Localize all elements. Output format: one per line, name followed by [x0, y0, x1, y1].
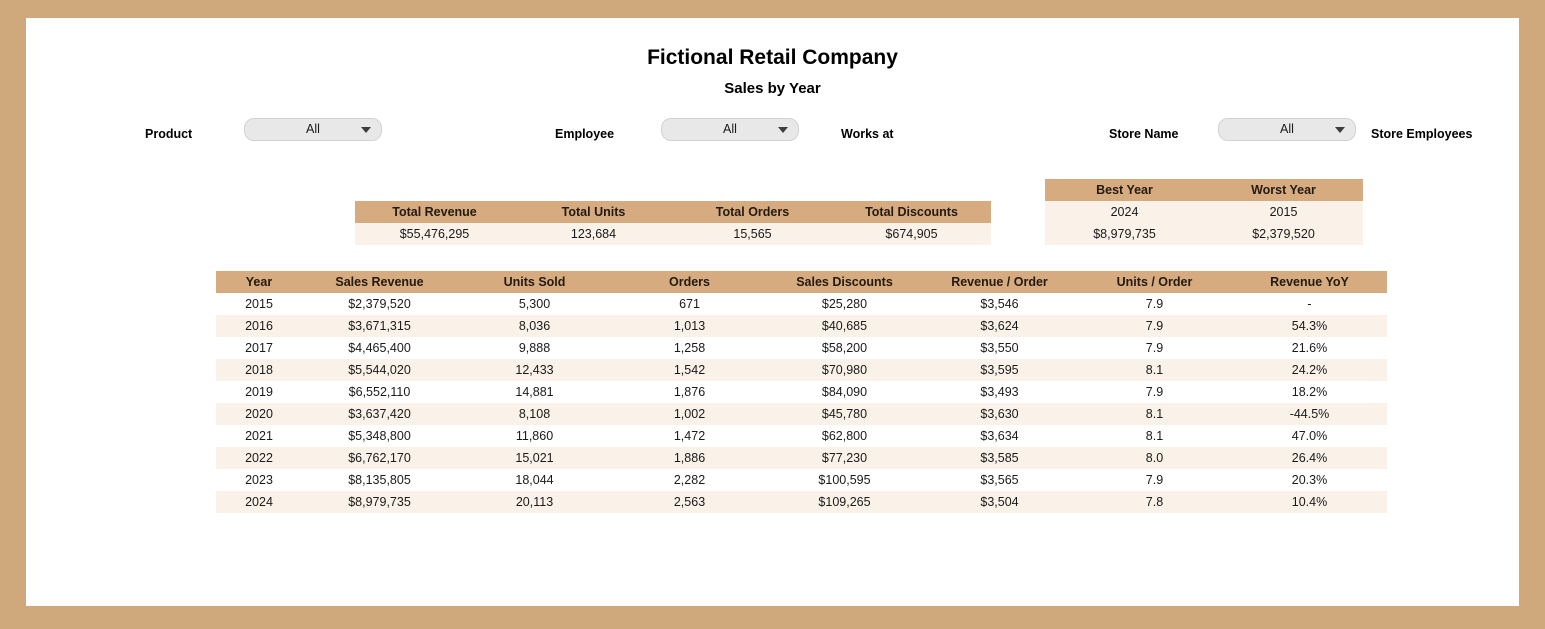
cell-revenue-per-order: $3,504 — [922, 491, 1077, 513]
cell-revenue: $8,979,735 — [302, 491, 457, 513]
column-header-orders[interactable]: Orders — [612, 271, 767, 293]
bestworst-header-worst-year: Worst Year — [1204, 179, 1363, 201]
cell-revenue-yoy: 26.4% — [1232, 447, 1387, 469]
cell-revenue: $6,552,110 — [302, 381, 457, 403]
cell-orders: 1,002 — [612, 403, 767, 425]
filter-label-product: Product — [145, 127, 193, 141]
cell-revenue: $3,671,315 — [302, 315, 457, 337]
slicer-employee[interactable] — [661, 118, 799, 141]
sales-by-year-table — [216, 271, 1387, 513]
cell-year: 2019 — [216, 381, 302, 403]
cell-units-per-order: 8.1 — [1077, 425, 1232, 447]
kpi-header-total-orders: Total Orders — [673, 201, 832, 223]
cell-units-per-order: 7.9 — [1077, 381, 1232, 403]
cell-revenue-yoy: 54.3% — [1232, 315, 1387, 337]
cell-discounts: $77,230 — [767, 447, 922, 469]
cell-discounts: $109,265 — [767, 491, 922, 513]
cell-revenue-per-order: $3,493 — [922, 381, 1077, 403]
cell-revenue-yoy: -44.5% — [1232, 403, 1387, 425]
cell-orders: 1,013 — [612, 315, 767, 337]
cell-orders: 1,886 — [612, 447, 767, 469]
table-row — [216, 315, 1387, 337]
cell-revenue: $5,348,800 — [302, 425, 457, 447]
bestworst-header-best-year: Best Year — [1045, 179, 1204, 201]
table-row — [1045, 223, 1363, 245]
kpi-header-total-units: Total Units — [514, 201, 673, 223]
cell-units-per-order: 8.1 — [1077, 403, 1232, 425]
cell-year: 2017 — [216, 337, 302, 359]
cell-units-per-order: 7.9 — [1077, 293, 1232, 315]
kpi-header-total-discounts: Total Discounts — [832, 201, 991, 223]
table-row — [216, 469, 1387, 491]
cell-orders: 1,542 — [612, 359, 767, 381]
slicer-product-value: All — [306, 122, 320, 136]
table-row — [355, 223, 991, 245]
cell-units: 5,300 — [457, 293, 612, 315]
cell-orders: 1,258 — [612, 337, 767, 359]
table-row — [216, 359, 1387, 381]
cell-revenue: $6,762,170 — [302, 447, 457, 469]
cell-units: 12,433 — [457, 359, 612, 381]
cell-year: 2021 — [216, 425, 302, 447]
column-header-revenue-per-order[interactable]: Revenue / Order — [922, 271, 1077, 293]
table-header-row — [216, 271, 1387, 293]
report-canvas — [26, 18, 1519, 606]
bestworst-worst-value: $2,379,520 — [1204, 223, 1363, 245]
table-header-row — [355, 201, 991, 223]
table-row — [216, 337, 1387, 359]
cell-units: 11,860 — [457, 425, 612, 447]
cell-discounts: $62,800 — [767, 425, 922, 447]
cell-discounts: $40,685 — [767, 315, 922, 337]
cell-revenue-yoy: 18.2% — [1232, 381, 1387, 403]
cell-orders: 2,282 — [612, 469, 767, 491]
cell-discounts: $100,595 — [767, 469, 922, 491]
cell-orders: 1,472 — [612, 425, 767, 447]
cell-discounts: $58,200 — [767, 337, 922, 359]
table-row — [216, 447, 1387, 469]
cell-discounts: $45,780 — [767, 403, 922, 425]
cell-units-per-order: 7.9 — [1077, 469, 1232, 491]
cell-revenue-per-order: $3,546 — [922, 293, 1077, 315]
cell-year: 2023 — [216, 469, 302, 491]
cell-orders: 671 — [612, 293, 767, 315]
table-row — [216, 293, 1387, 315]
cell-units: 14,881 — [457, 381, 612, 403]
table-row — [216, 403, 1387, 425]
slicer-store-name[interactable] — [1218, 118, 1356, 141]
cell-revenue: $5,544,020 — [302, 359, 457, 381]
column-header-sales-discounts[interactable]: Sales Discounts — [767, 271, 922, 293]
cell-units-per-order: 8.1 — [1077, 359, 1232, 381]
filter-label-works-at: Works at — [841, 127, 894, 141]
cell-revenue-per-order: $3,550 — [922, 337, 1077, 359]
kpi-value-total-revenue: $55,476,295 — [355, 223, 514, 245]
cell-revenue-per-order: $3,585 — [922, 447, 1077, 469]
cell-discounts: $70,980 — [767, 359, 922, 381]
cell-units: 9,888 — [457, 337, 612, 359]
cell-revenue-per-order: $3,634 — [922, 425, 1077, 447]
page-title: Fictional Retail Company — [647, 46, 898, 69]
column-header-units-per-order[interactable]: Units / Order — [1077, 271, 1232, 293]
bestworst-best-year: 2024 — [1045, 201, 1204, 223]
column-header-units-sold[interactable]: Units Sold — [457, 271, 612, 293]
best-worst-year-table — [1045, 179, 1363, 245]
cell-revenue-yoy: 24.2% — [1232, 359, 1387, 381]
slicer-product[interactable] — [244, 118, 382, 141]
cell-year: 2024 — [216, 491, 302, 513]
cell-units-per-order: 7.9 — [1077, 315, 1232, 337]
cell-revenue-yoy: 21.6% — [1232, 337, 1387, 359]
cell-year: 2018 — [216, 359, 302, 381]
cell-year: 2022 — [216, 447, 302, 469]
cell-revenue: $8,135,805 — [302, 469, 457, 491]
kpi-value-total-orders: 15,565 — [673, 223, 832, 245]
filter-label-store-name: Store Name — [1109, 127, 1179, 141]
cell-units: 20,113 — [457, 491, 612, 513]
cell-units: 8,036 — [457, 315, 612, 337]
column-header-sales-revenue[interactable]: Sales Revenue — [302, 271, 457, 293]
cell-revenue-yoy: - — [1232, 293, 1387, 315]
table-row — [216, 425, 1387, 447]
cell-year: 2020 — [216, 403, 302, 425]
kpi-value-total-discounts: $674,905 — [832, 223, 991, 245]
chevron-down-icon[interactable] — [361, 127, 371, 133]
cell-units-per-order: 8.0 — [1077, 447, 1232, 469]
cell-orders: 1,876 — [612, 381, 767, 403]
cell-revenue-per-order: $3,595 — [922, 359, 1077, 381]
table-row — [216, 381, 1387, 403]
cell-revenue-yoy: 10.4% — [1232, 491, 1387, 513]
table-row — [216, 491, 1387, 513]
cell-units-per-order: 7.9 — [1077, 337, 1232, 359]
filter-label-store-employees: Store Employees — [1371, 127, 1473, 141]
kpi-value-total-units: 123,684 — [514, 223, 673, 245]
slicer-employee-value: All — [723, 122, 737, 136]
cell-revenue: $2,379,520 — [302, 293, 457, 315]
column-header-year[interactable]: Year — [216, 271, 302, 293]
cell-discounts: $84,090 — [767, 381, 922, 403]
cell-revenue-yoy: 20.3% — [1232, 469, 1387, 491]
chevron-down-icon[interactable] — [1335, 127, 1345, 133]
cell-revenue-per-order: $3,624 — [922, 315, 1077, 337]
cell-units-per-order: 7.8 — [1077, 491, 1232, 513]
cell-revenue: $3,637,420 — [302, 403, 457, 425]
column-header-revenue-yoy[interactable]: Revenue YoY — [1232, 271, 1387, 293]
bestworst-worst-year: 2015 — [1204, 201, 1363, 223]
cell-orders: 2,563 — [612, 491, 767, 513]
cell-discounts: $25,280 — [767, 293, 922, 315]
kpi-header-total-revenue: Total Revenue — [355, 201, 514, 223]
filter-label-employee: Employee — [555, 127, 615, 141]
cell-revenue-per-order: $3,630 — [922, 403, 1077, 425]
kpi-summary-table — [355, 201, 991, 245]
cell-year: 2016 — [216, 315, 302, 337]
cell-units: 15,021 — [457, 447, 612, 469]
slicer-store-name-value: All — [1280, 122, 1294, 136]
cell-year: 2015 — [216, 293, 302, 315]
cell-units: 18,044 — [457, 469, 612, 491]
page-subtitle: Sales by Year — [724, 80, 821, 97]
table-row — [1045, 201, 1363, 223]
bestworst-best-value: $8,979,735 — [1045, 223, 1204, 245]
cell-revenue: $4,465,400 — [302, 337, 457, 359]
cell-units: 8,108 — [457, 403, 612, 425]
cell-revenue-yoy: 47.0% — [1232, 425, 1387, 447]
table-header-row — [1045, 179, 1363, 201]
chevron-down-icon[interactable] — [778, 127, 788, 133]
cell-revenue-per-order: $3,565 — [922, 469, 1077, 491]
